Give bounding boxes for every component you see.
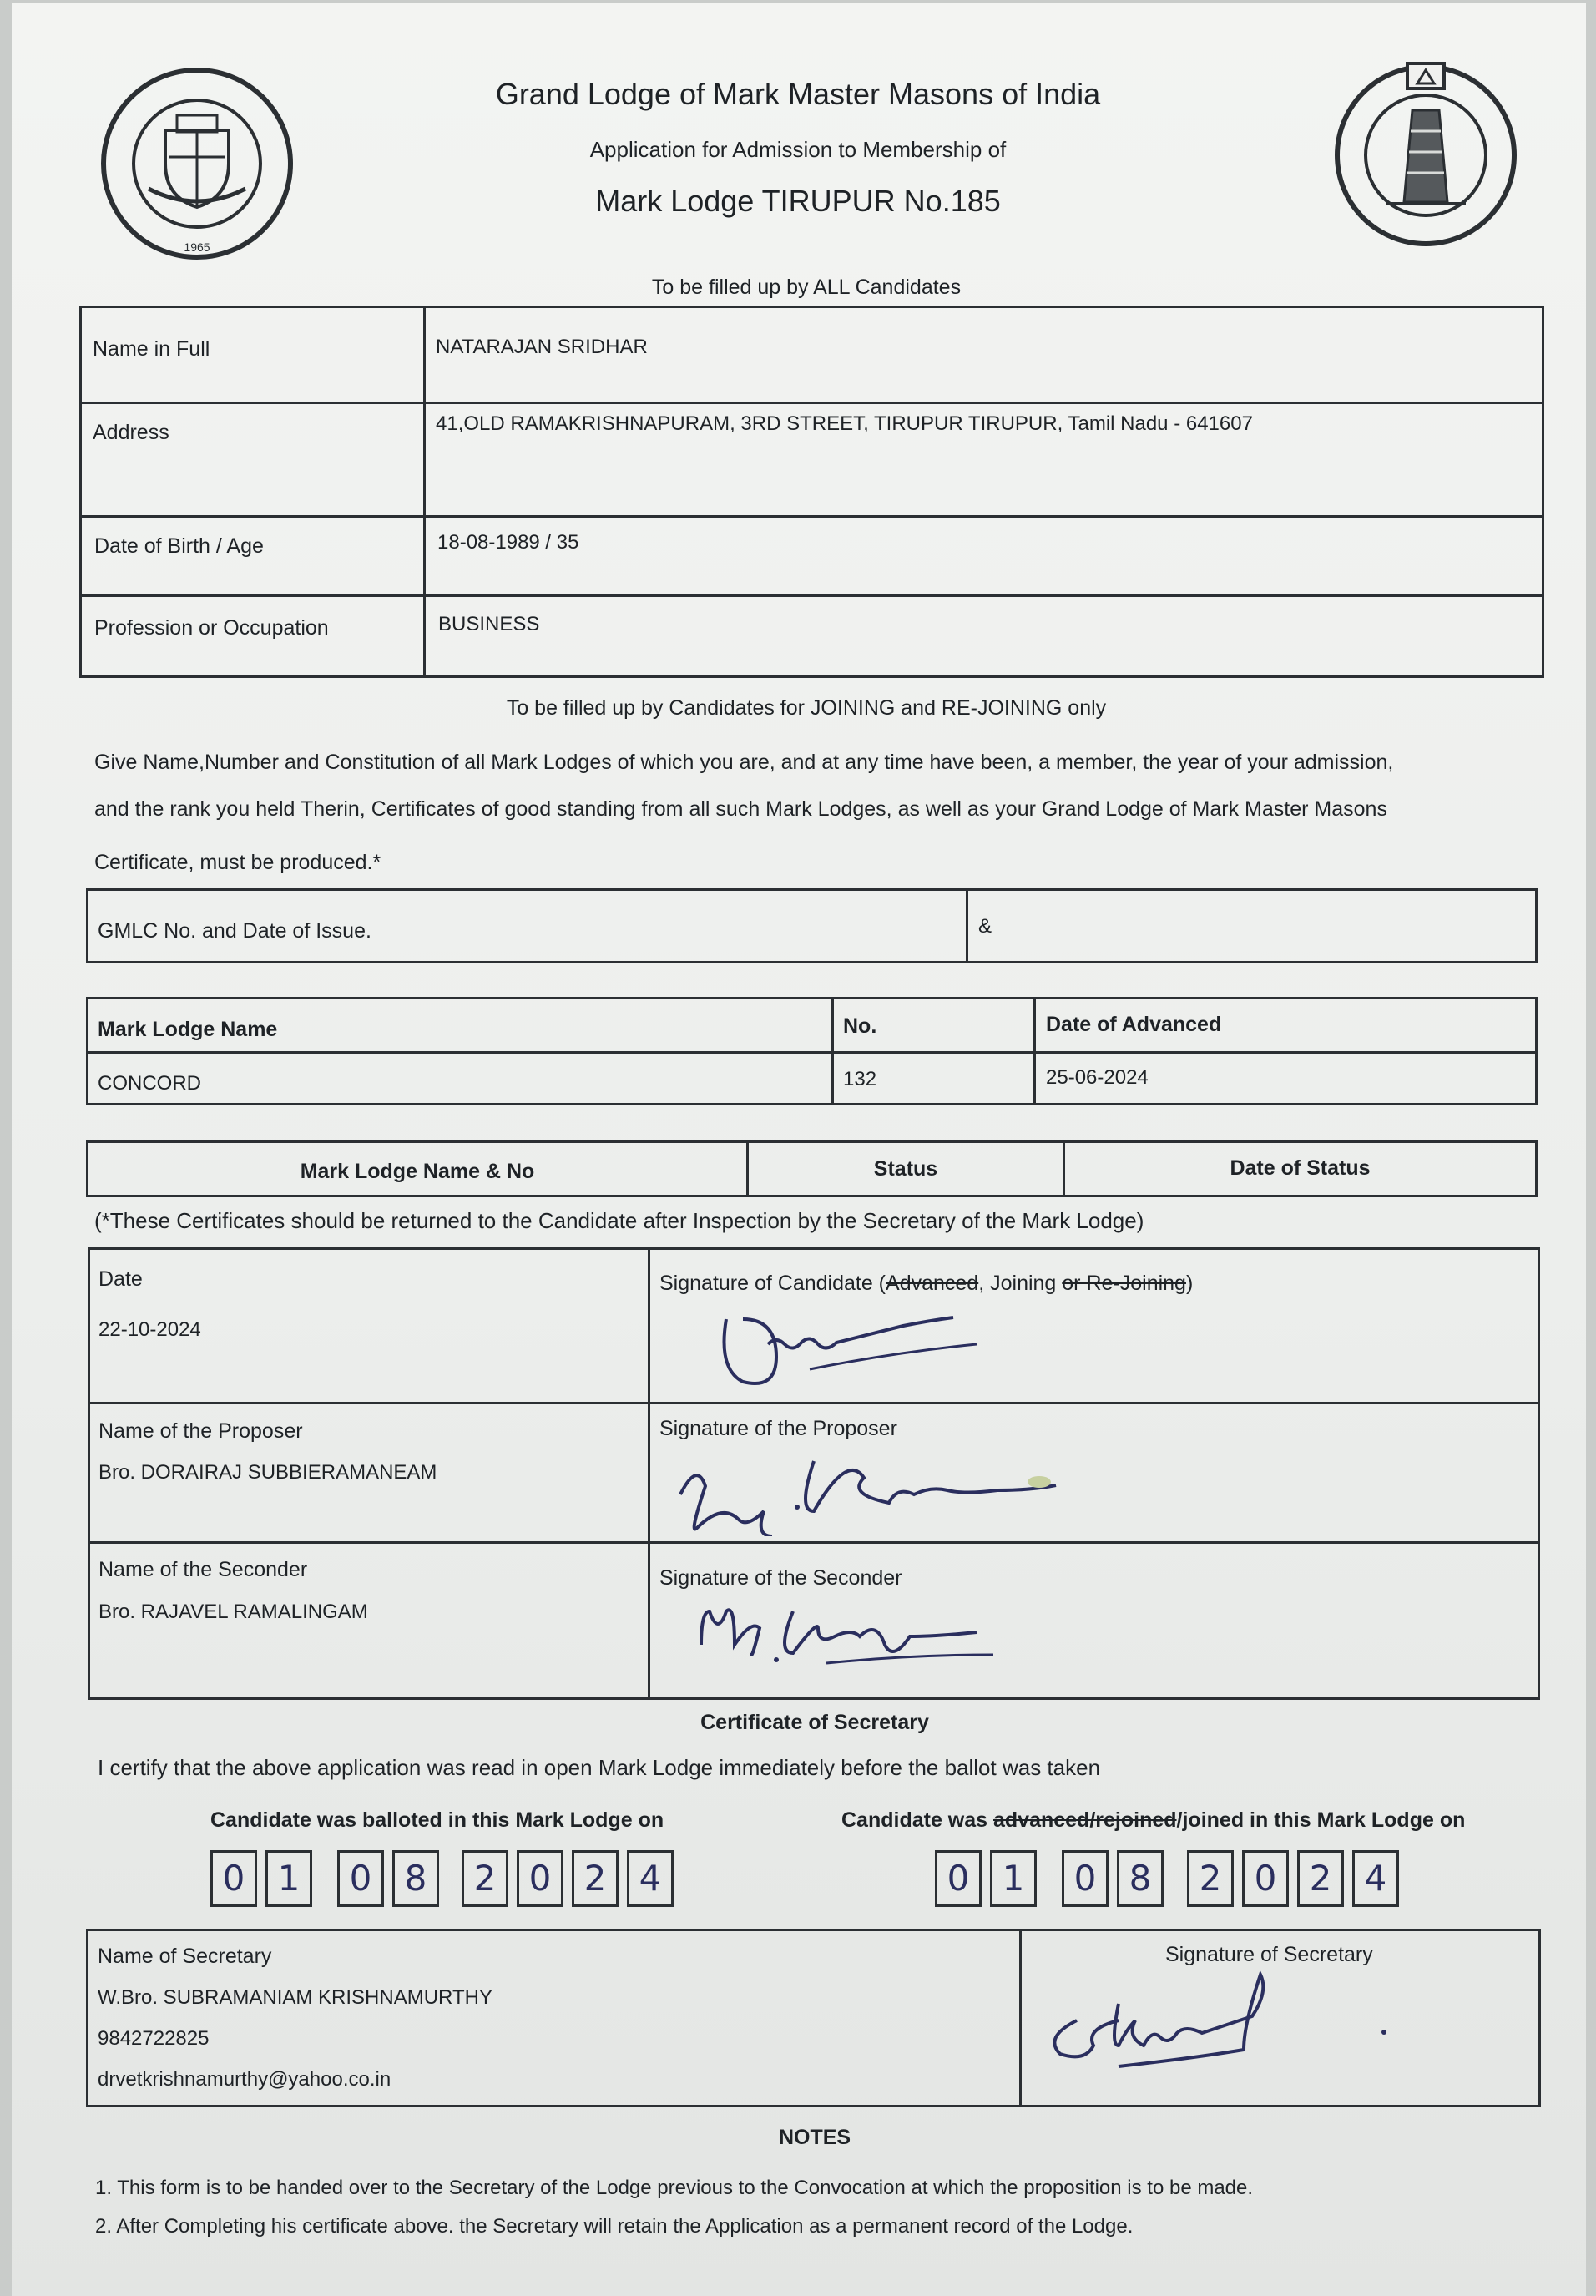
gmlc-value: & <box>978 915 992 938</box>
organization-title: Grand Lodge of Mark Master Masons of India <box>495 77 1101 111</box>
certify-text: I certify that the above application was read in open Mark Lodge immediately before the ballot was taken <box>98 1755 1101 1780</box>
seconder-name-value: Bro. RAJAVEL RAMALINGAM <box>98 1601 368 1623</box>
secretary-phone: 9842722825 <box>98 2027 210 2050</box>
lodge-number-header: No. <box>843 1014 877 1038</box>
candidate-signature-label: Signature of Candidate (Advanced, Joining or Re-Joining) <box>659 1272 1194 1295</box>
gmlc-label: GMLC No. and Date of Issue. <box>98 919 371 943</box>
occupation-value: BUSINESS <box>438 613 540 635</box>
proposer-signature <box>672 1444 1106 1536</box>
note-item: 2. After Completing his certificate above. the Secretary will retain the Application as a permanent record of the Lodge. <box>95 2215 1134 2238</box>
date-advanced-value: 25-06-2024 <box>1046 1066 1149 1089</box>
secretary-name: W.Bro. SUBRAMANIAM KRISHNAMURTHY <box>98 1986 492 2009</box>
date-value: 22-10-2024 <box>98 1318 201 1341</box>
balloted-digit: 8 <box>392 1850 439 1907</box>
secretary-signature-label: Signature of Secretary <box>1165 1943 1373 1966</box>
application-subtitle: Application for Admission to Membership of <box>589 137 1007 162</box>
date-label: Date <box>98 1267 143 1291</box>
joined-digit: 1 <box>990 1850 1037 1907</box>
balloted-digit: 1 <box>265 1850 312 1907</box>
date-of-birth-label: Date of Birth / Age <box>94 534 264 558</box>
secretary-certificate-heading: Certificate of Secretary <box>700 1711 929 1734</box>
instructions-line-1: Give Name,Number and Constitution of all Mark Lodges of which you are, and at any time have been, a member, the year of your admission, <box>94 751 1394 774</box>
proposer-name-value: Bro. DORAIRAJ SUBBIERAMANEAM <box>98 1461 437 1484</box>
balloted-digit: 4 <box>627 1850 674 1907</box>
candidate-signature <box>710 1302 1010 1394</box>
occupation-label: Profession or Occupation <box>94 616 329 640</box>
lodge-name-header: Mark Lodge Name <box>98 1018 278 1041</box>
date-advanced-header: Date of Advanced <box>1046 1013 1222 1036</box>
secretary-name-label: Name of Secretary <box>98 1945 272 1968</box>
certificates-note: (*These Certificates should be returned to the Candidate after Inspection by the Secretary of the Mark Lodge) <box>94 1208 1144 1233</box>
joined-digit: 0 <box>935 1850 982 1907</box>
balloted-digit: 2 <box>462 1850 508 1907</box>
date-of-birth-value: 18-08-1989 / 35 <box>437 531 579 554</box>
date-of-status-header: Date of Status <box>1230 1156 1371 1180</box>
balloted-label: Candidate was balloted in this Mark Lodge on <box>210 1808 664 1832</box>
balloted-digit: 0 <box>517 1850 563 1907</box>
status-header: Status <box>873 1157 938 1181</box>
name-in-full-label: Name in Full <box>93 337 210 361</box>
lodge-number-value: 132 <box>843 1068 877 1090</box>
note-item: 1. This form is to be handed over to the Secretary of the Lodge previous to the Convocation at which the proposition is to be made. <box>95 2177 1254 2199</box>
seconder-name-label: Name of the Seconder <box>98 1558 308 1581</box>
address-label: Address <box>93 421 169 444</box>
joined-digit: 4 <box>1352 1850 1399 1907</box>
joined-digit: 0 <box>1242 1850 1289 1907</box>
seconder-signature-label: Signature of the Seconder <box>659 1566 902 1590</box>
status-lodge-name-header: Mark Lodge Name & No <box>300 1160 535 1183</box>
instructions-line-3: Certificate, must be produced.* <box>94 851 381 874</box>
section-heading-all-candidates: To be filled up by ALL Candidates <box>651 276 962 299</box>
lodge-name-value: CONCORD <box>98 1072 201 1095</box>
seal-year: 1965 <box>184 240 210 254</box>
lodge-title: Mark Lodge TIRUPUR No.185 <box>595 184 1001 218</box>
secretary-email: drvetkrishnamurthy@yahoo.co.in <box>98 2068 391 2091</box>
balloted-digit: 0 <box>210 1850 257 1907</box>
instructions-line-2: and the rank you held Therin, Certificates of good standing from all such Mark Lodges, as well as your Grand Lodge of Mark Master Masons <box>94 797 1387 821</box>
balloted-digit: 2 <box>572 1850 619 1907</box>
joined-digit: 8 <box>1117 1850 1164 1907</box>
section-heading-joining: To be filled up by Candidates for JOINING and RE-JOINING only <box>506 696 1107 720</box>
joined-digit: 0 <box>1062 1850 1109 1907</box>
notes-heading: NOTES <box>778 2126 851 2149</box>
secretary-signature <box>1027 1962 1402 2087</box>
seconder-signature <box>693 1595 1060 1678</box>
joined-digit: 2 <box>1297 1850 1344 1907</box>
proposer-signature-label: Signature of the Proposer <box>659 1417 897 1440</box>
joined-digit: 2 <box>1187 1850 1234 1907</box>
balloted-digit: 0 <box>337 1850 384 1907</box>
address-value: 41,OLD RAMAKRISHNAPURAM, 3RD STREET, TIRUPUR TIRUPUR, Tamil Nadu - 641607 <box>436 412 1253 435</box>
proposer-name-label: Name of the Proposer <box>98 1419 303 1443</box>
joined-label: Candidate was advanced/rejoined/joined in this Mark Lodge on <box>841 1808 1466 1832</box>
name-in-full-value: NATARAJAN SRIDHAR <box>436 336 648 358</box>
